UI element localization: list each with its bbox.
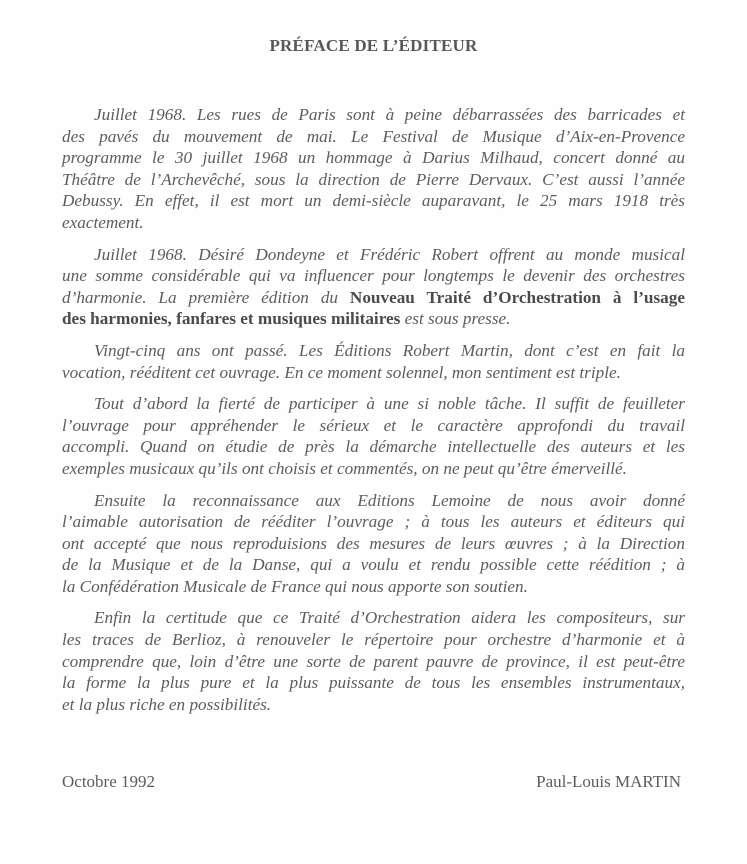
paragraph-5 [62,490,685,598]
text-line: Debussy. En effet, il est mort un demi-siècle auparavant, le 25 mars 1918 très [62,191,685,211]
page-title: PRÉFACE DE L’ÉDITEUR [269,36,478,55]
text-line: Tout d’abord la fierté de participer à une si noble tâche. Il suffit de feuilleter [94,394,685,414]
text-line: une somme considérable qui va influencer pour longtemps le devenir des orchestres [62,266,685,286]
text-line [62,308,685,330]
text-line: ont accepté que nous reproduisions des mesures de leurs œuvres ; à la Direction [62,533,685,553]
book-title-bold: Nouveau Traité d’Orchestration à l’usage [349,287,685,307]
text-line: programme le 30 juillet 1968 un hommage à Darius Milhaud, concert donné au [62,148,685,168]
paragraph-6 [62,607,685,715]
book-title-bold: des harmonies, fanfares et musiques militaires [62,309,401,329]
text-line: des pavés du mouvement de mai. Le Festival de Musique d’Aix-en-Provence [62,126,685,146]
preface-date: Octobre 1992 [62,772,156,791]
paragraph-2 [62,244,685,330]
text-line: Juillet 1968. Les rues de Paris sont à peine débarrassées des barricades et [94,105,685,124]
text-line: Juillet 1968. Désiré Dondeyne et Frédéric Robert offrent au monde musical [94,244,685,264]
author-signature: Paul-Louis MARTIN [536,772,681,791]
text-line: exemples musicaux qu’ils ont choisis et commentés, on ne peut qu’être émerveillé. [62,458,627,478]
preface-body [62,104,685,725]
text-line: l’aimable autorisation de rééditer l’ouvrage ; à tous les auteurs et éditeurs qui [62,512,685,532]
text-line: et la plus riche en possibilités. [62,694,272,714]
text-fragment: est sous presse. [400,309,511,329]
text-line: Théâtre de l’Archevêché, sous la direction de Pierre Dervaux. C’est aussi l’année [62,169,685,189]
paragraph-4 [62,393,685,479]
text-line: exactement. [62,212,144,232]
text-line: Ensuite la reconnaissance aux Editions Lemoine de nous avoir donné [94,490,685,510]
paragraph-3 [62,340,685,383]
text-line: de la Musique et de la Danse, qui a voulu et rendu possible cette réédition ; à [62,555,685,575]
text-line: les traces de Berlioz, à renouveler le répertoire pour orchestre d’harmonie et à [62,630,685,650]
text-line: Enfin la certitude que ce Traité d’Orchestration aidera les compositeurs, sur [94,608,685,628]
text-line: la forme la plus pure et la plus puissante de tous les ensembles instrumentaux, [62,673,685,693]
paragraph-1 [62,104,685,234]
text-line: l’ouvrage pour appréhender le sérieux et le caractère approfondi du travail [62,415,685,435]
text-line: comprendre que, loin d’être une sorte de parent pauvre de province, il est peut-être [62,651,685,671]
text-line: vocation, rééditent cet ouvrage. En ce moment solennel, mon sentiment est triple. [62,362,621,382]
text-line [62,287,685,309]
text-line: Vingt-cinq ans ont passé. Les Éditions Robert Martin, dont c’est en fait la [94,340,685,360]
text-line: la Confédération Musicale de France qui nous apporte son soutien. [62,576,528,596]
text-line: accompli. Quand on étudie de près la démarche intellectuelle des auteurs et les [62,437,685,457]
text-fragment: d’harmonie. La première édition du [62,287,350,307]
